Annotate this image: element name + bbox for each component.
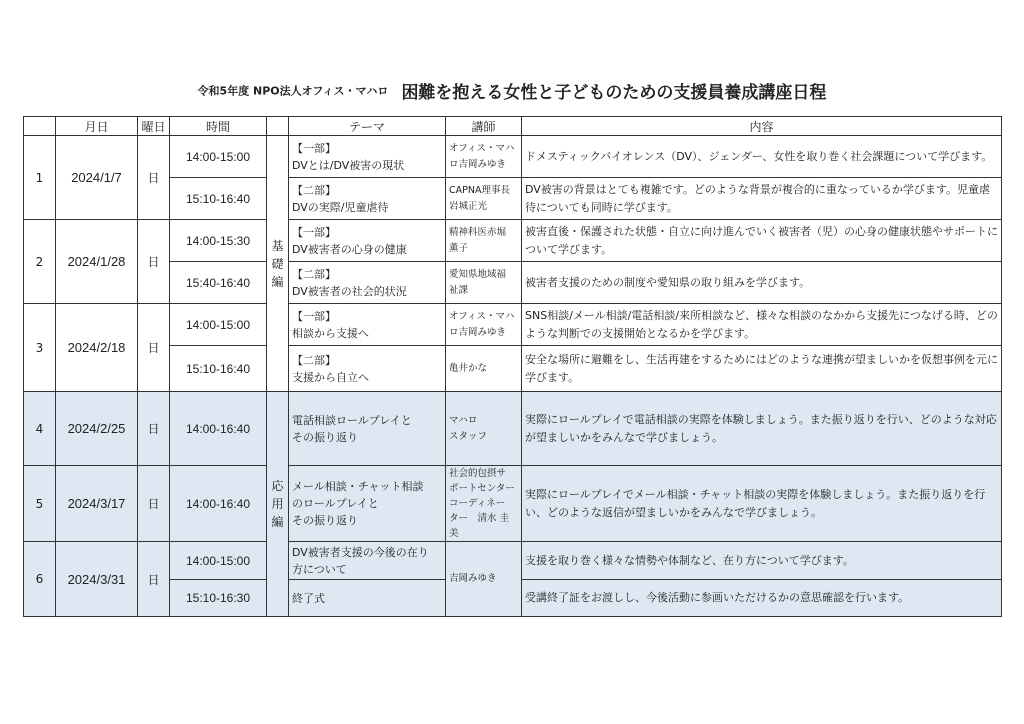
theme-line: 終了式 <box>292 591 325 605</box>
lecturer-line: 吉岡みゆき <box>449 573 497 584</box>
theme-line: その振り返り <box>292 430 358 444</box>
session-content: 被害者支援のための制度や愛知県の取り組みを学びます。 <box>522 262 1002 304</box>
theme-line: DV被害者支援の今後の在り <box>292 545 429 559</box>
section-label-basic <box>267 136 289 392</box>
session-number: 1 <box>24 136 56 220</box>
org-name: 令和5年度 NPO法人オフィス・マハロ <box>197 84 389 98</box>
session-lecturer <box>446 220 522 262</box>
session-number: 3 <box>24 304 56 392</box>
session-day: 日 <box>138 392 170 466</box>
table-row <box>24 136 1002 178</box>
session-date: 2024/3/17 <box>56 466 138 542</box>
page-title <box>0 78 1024 103</box>
lecturer-line: 薫子 <box>449 242 469 254</box>
session-theme <box>289 466 446 542</box>
lecturer-line: マハロ <box>449 414 478 426</box>
session-time: 15:10-16:40 <box>170 178 267 220</box>
theme-line: DVとは/DV被害の現状 <box>292 158 405 172</box>
header-date: 月日 <box>56 117 138 136</box>
session-theme <box>289 178 446 220</box>
table-row <box>24 346 1002 392</box>
session-day: 日 <box>138 304 170 392</box>
table-row <box>24 392 1002 466</box>
section-char: 応 <box>271 479 284 493</box>
lecturer-line: 愛知県地域福 <box>449 268 507 280</box>
header-day: 曜日 <box>138 117 170 136</box>
theme-line: 支援から自立へ <box>292 370 369 384</box>
table-row <box>24 262 1002 304</box>
lecturer-line: ター 清水 圭美 <box>449 513 510 539</box>
header-time: 時間 <box>170 117 267 136</box>
theme-line: 【一部】 <box>292 225 336 239</box>
session-theme <box>289 580 446 617</box>
session-date: 2024/3/31 <box>56 542 138 617</box>
theme-line: のロールプレイと <box>292 497 379 510</box>
session-number: 6 <box>24 542 56 617</box>
theme-line: その振り返り <box>292 514 358 527</box>
session-time: 14:00-15:00 <box>170 304 267 346</box>
session-content: 安全な場所に避難をし、生活再建をするためにはどのような連携が望ましいかを仮想事例を元に学びます。 <box>522 346 1002 392</box>
session-time: 14:00-15:00 <box>170 136 267 178</box>
session-content: 実際にロールプレイでメール相談・チャット相談の実際を体験しましょう。また振り返りを行い、どのような返信が望ましいかをみんなで学びましょう。 <box>522 466 1002 542</box>
header-section <box>267 117 289 136</box>
section-char: 基 <box>271 238 284 253</box>
session-day: 日 <box>138 136 170 220</box>
theme-line: 【一部】 <box>292 309 336 323</box>
theme-line: DVの実際/児童虐待 <box>292 200 389 214</box>
theme-line: 電話相談ロールプレイと <box>292 413 412 427</box>
header-no <box>24 117 56 136</box>
session-day: 日 <box>138 220 170 304</box>
session-date: 2024/2/18 <box>56 304 138 392</box>
session-lecturer <box>446 262 522 304</box>
session-content: 受講終了証をお渡しし、今後活動に参画いただけるかの意思確認を行います。 <box>522 580 1002 617</box>
session-day: 日 <box>138 542 170 617</box>
header-lecturer: 講師 <box>446 117 522 136</box>
lecturer-line: 祉課 <box>449 284 469 296</box>
session-day: 日 <box>138 466 170 542</box>
session-lecturer <box>446 542 522 617</box>
session-theme <box>289 392 446 466</box>
theme-line: 方について <box>292 562 347 576</box>
lecturer-line: 社会的包摂サ <box>449 468 507 479</box>
session-time: 14:00-16:40 <box>170 392 267 466</box>
theme-line: 【二部】 <box>292 353 336 367</box>
session-content: 実際にロールプレイで電話相談の実際を体験しましょう。また振り返りを行い、どのような対応が望ましいかをみんなで学びましょう。 <box>522 392 1002 466</box>
session-date: 2024/1/7 <box>56 136 138 220</box>
session-lecturer <box>446 178 522 220</box>
session-time: 14:00-15:30 <box>170 220 267 262</box>
theme-line: 【一部】 <box>292 141 336 155</box>
lecturer-line: 精神科医赤堀 <box>449 226 507 238</box>
lecturer-line: スタッフ <box>449 430 488 442</box>
theme-line: メール相談・チャット相談 <box>292 480 424 493</box>
header-row <box>24 117 1002 136</box>
lecturer-line: 亀井かな <box>449 362 488 374</box>
session-content: ドメスティックバイオレンス（DV）、ジェンダー、女性を取り巻く社会課題について学びます。 <box>522 136 1002 178</box>
main-title: 困難を抱える女性と子どものための支援員養成講座日程 <box>401 83 827 103</box>
lecturer-line: オフィス・マハ <box>449 310 515 322</box>
theme-line: 相談から支援へ <box>292 326 369 340</box>
theme-line: DV被害者の心身の健康 <box>292 242 407 256</box>
lecturer-line: 岩城正光 <box>449 200 488 212</box>
section-char: 編 <box>271 274 284 289</box>
session-time: 15:10-16:40 <box>170 346 267 392</box>
section-char: 用 <box>271 497 284 511</box>
session-content: 支援を取り巻く様々な情勢や体制など、在り方について学びます。 <box>522 542 1002 580</box>
theme-line: 【二部】 <box>292 267 336 281</box>
table-row <box>24 178 1002 220</box>
session-lecturer <box>446 466 522 542</box>
session-content: 被害直後・保護された状態・自立に向け進んでいく被害者（児）の心身の健康状態やサポートについて学びます。 <box>522 220 1002 262</box>
header-content: 内容 <box>522 117 1002 136</box>
session-number: 4 <box>24 392 56 466</box>
lecturer-line: オフィス・マハ <box>449 142 515 154</box>
session-theme <box>289 262 446 304</box>
session-theme <box>289 542 446 580</box>
session-content: SNS相談/メール相談/電話相談/来所相談など、様々な相談のなかから支援先につなげる時、どのような判断での支援開始となるかを学びます。 <box>522 304 1002 346</box>
lecturer-line: ロ吉岡みゆき <box>449 158 507 170</box>
session-content: DV被害の背景はとても複雑です。どのような背景が複合的に重なっているか学びます。児童虐待についても同時に学びます。 <box>522 178 1002 220</box>
session-lecturer <box>446 392 522 466</box>
session-time: 15:10-16:30 <box>170 580 267 617</box>
table-row <box>24 542 1002 580</box>
session-time: 14:00-15:00 <box>170 542 267 580</box>
session-number: 5 <box>24 466 56 542</box>
header-theme: テーマ <box>289 117 446 136</box>
session-theme <box>289 136 446 178</box>
session-date: 2024/2/25 <box>56 392 138 466</box>
section-label-advanced <box>267 392 289 617</box>
session-time: 15:40-16:40 <box>170 262 267 304</box>
session-lecturer <box>446 346 522 392</box>
table-row <box>24 466 1002 542</box>
session-number: 2 <box>24 220 56 304</box>
schedule-table <box>23 116 1002 617</box>
table-row <box>24 304 1002 346</box>
lecturer-line: コーディネー <box>449 498 506 509</box>
theme-line: DV被害者の社会的状況 <box>292 284 407 298</box>
table-row <box>24 220 1002 262</box>
session-date: 2024/1/28 <box>56 220 138 304</box>
section-char: 礎 <box>271 256 284 271</box>
session-lecturer <box>446 304 522 346</box>
session-theme <box>289 220 446 262</box>
lecturer-line: ロ吉岡みゆき <box>449 326 507 338</box>
session-lecturer <box>446 136 522 178</box>
session-theme <box>289 346 446 392</box>
section-char: 編 <box>271 515 284 529</box>
lecturer-line: ポートセンター <box>449 483 515 494</box>
session-time: 14:00-16:40 <box>170 466 267 542</box>
lecturer-line: CAPNA理事長 <box>449 184 510 196</box>
session-theme <box>289 304 446 346</box>
theme-line: 【二部】 <box>292 183 336 197</box>
